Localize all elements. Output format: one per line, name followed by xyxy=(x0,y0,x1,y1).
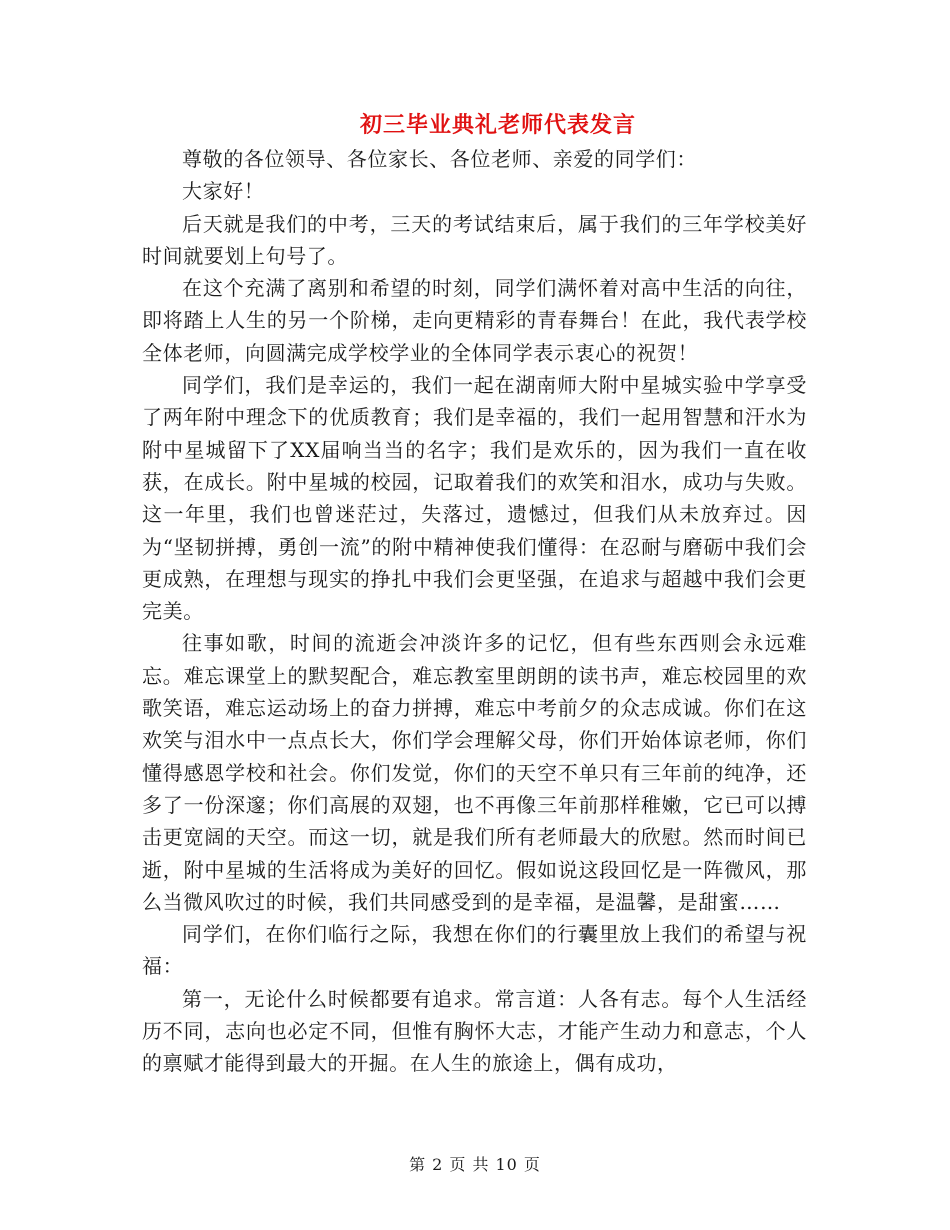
paragraph: 后天就是我们的中考，三天的考试结束后，属于我们的三年学校美好时间就要划上句号了。 xyxy=(142,211,807,268)
footer-middle: 页 共 xyxy=(449,1155,490,1174)
paragraph-salutation: 尊敬的各位领导、各位家长、各位老师、亲爱的同学们： xyxy=(182,147,697,171)
paragraph: 同学们，在你们临行之际，我想在你们的行囊里放上我们的希望与祝福： xyxy=(142,922,807,979)
footer-prefix: 第 xyxy=(409,1155,427,1174)
paragraph: 往事如歌，时间的流逝会冲淡许多的记忆，但有些东西则会永远难忘。难忘课堂上的默契配合，难忘教室里朗朗的读书声，难忘校园里的欢歌笑语，难忘运动场上的奋力拼搏，难忘中考前夕的众志成诚。你们在这欢笑与泪水中一点点长大，你们学会理解父母，你们开始体谅老师，你们懂得感恩学校和社会。你们发觉，你们的天空不单只有三年前的纯净，还多了一份深邃；你们高展的双翅，也不再像三年前那样稚嫩，它已可以搏击更宽阔的天空。而这一切，就是我们所有老师最大的欣慰。然而时间已逝，附中星城的生活将成为美好的回忆。假如说这段回忆是一阵微风，那么当微风吹过的时候，我们共同感受到的是幸福，是温馨，是甜蜜…… xyxy=(142,631,807,914)
paragraph-greeting: 大家好！ xyxy=(182,179,265,204)
total-pages-number: 10 xyxy=(495,1155,518,1174)
paragraph: 同学们，我们是幸运的，我们一起在湖南师大附中星城实验中学享受了两年附中理念下的优质教育；我们是幸福的，我们一起用智慧和汗水为附中星城留下了XX届响当当的名字；我们是欢乐的，因为我们一直在收获，在成长。附中星城的校园，记取着我们的欢笑和泪水，成功与失败。这一年里，我们也曾迷茫过，失落过，遗憾过，但我们从未放弃过。因为“坚韧拼搏，勇创一流”的附中精神使我们懂得：在忍耐与磨砺中我们会更成熟，在理想与现实的挣扎中我们会更坚强，在追求与超越中我们会更完美。 xyxy=(142,373,807,624)
paragraph: 第一，无论什么时候都要有追求。常言道：人各有志。每个人生活经历不同，志向也必定不同，但惟有胸怀大志，才能产生动力和意志，个人的禀赋才能得到最大的开掘。在人生的旅途上，偶有成功， xyxy=(142,986,807,1076)
paragraph: 在这个充满了离别和希望的时刻，同学们满怀着对高中生活的向往，即将踏上人生的另一个阶梯，走向更精彩的青春舞台！在此，我代表学校全体老师，向圆满完成学校学业的全体同学表示衷心的祝贺！ xyxy=(142,276,807,365)
current-page-number: 2 xyxy=(432,1155,444,1174)
document-body xyxy=(142,143,807,1080)
document-title: 初三毕业典礼老师代表发言 xyxy=(359,112,636,138)
page-footer xyxy=(0,1153,950,1177)
footer-suffix: 页 xyxy=(523,1155,541,1174)
